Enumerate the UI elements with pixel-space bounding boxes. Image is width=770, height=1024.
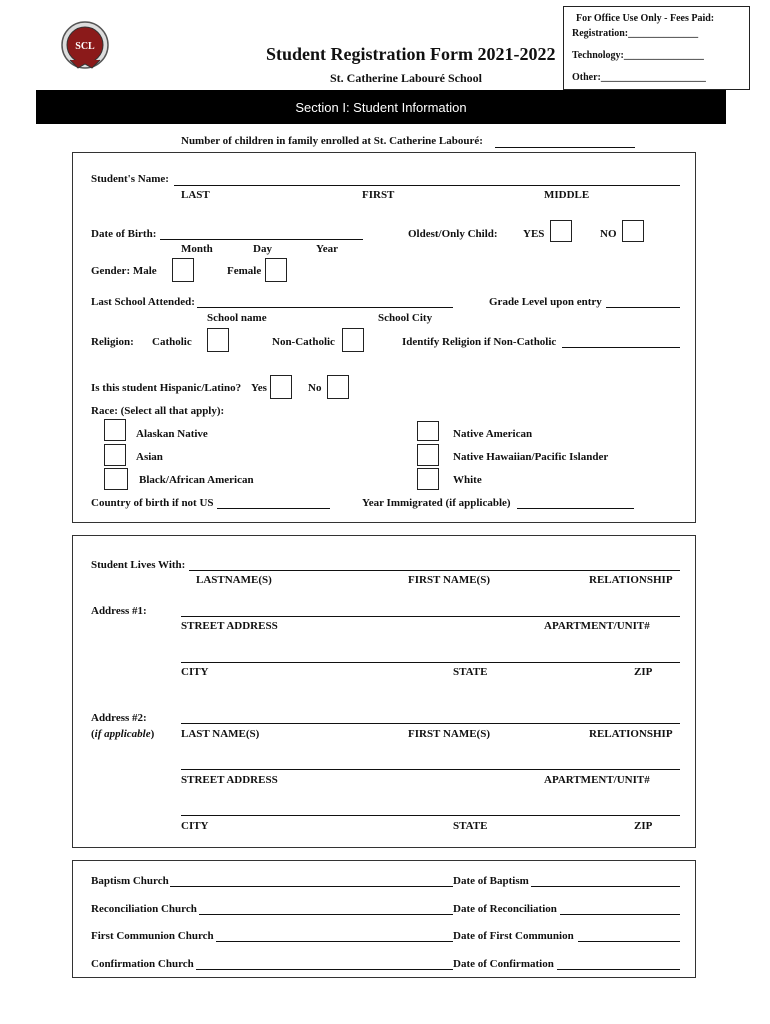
female-label: Female [227,265,262,277]
oldest-no-label: NO [600,228,617,240]
baptism-church-label: Baptism Church [91,875,169,887]
address2-city-field[interactable] [181,815,680,816]
oldest-yes-label: YES [523,228,545,240]
reconciliation-church-label: Reconciliation Church [91,903,197,915]
catholic-checkbox[interactable] [207,328,229,352]
section-title: Section I: Student Information [295,99,467,115]
oldest-no-checkbox[interactable] [622,220,644,242]
female-checkbox[interactable] [265,258,287,282]
confirmation-church-label: Confirmation Church [91,958,194,970]
address1-street-caption: STREET ADDRESS [181,620,278,632]
address2-name-field[interactable] [181,723,680,724]
address1-state-caption: STATE [453,666,488,678]
race-option-asian: Asian [136,451,163,463]
last-caption: LAST [181,189,210,201]
office-other: Other:_____________________ [572,72,706,83]
baptism-date-field[interactable] [531,886,680,887]
last-school-field[interactable] [197,307,453,308]
family-count-label: Number of children in family enrolled at St. Catherine Labouré: [181,135,483,147]
first-caption: FIRST [362,189,395,201]
race-checkbox-pacific-islander[interactable] [417,444,439,466]
student-name-field[interactable] [174,185,680,186]
catholic-label: Catholic [152,336,192,348]
student-name-label: Student's Name: [91,173,169,185]
race-checkbox-alaskan-native[interactable] [104,419,126,441]
address2-state-caption: STATE [453,820,488,832]
page-title: Student Registration Form 2021-2022 [266,44,556,64]
reconciliation-church-field[interactable] [199,914,453,915]
reconciliation-date-label: Date of Reconciliation [453,903,557,915]
address2-relationship-caption: RELATIONSHIP [589,728,673,740]
office-technology: Technology:________________ [572,50,704,61]
address2-apt-caption: APARTMENT/UNIT# [544,774,650,786]
lives-with-label: Student Lives With: [91,559,186,571]
religion-label: Religion: [91,336,134,348]
identify-religion-label: Identify Religion if Non-Catholic [402,336,557,348]
address1-street-field[interactable] [181,616,680,617]
communion-church-label: First Communion Church [91,930,214,942]
address2-city-caption: CITY [181,820,209,832]
section-banner [36,90,726,124]
baptism-church-field[interactable] [170,886,453,887]
gender-label: Gender: Male [91,265,157,277]
hispanic-no-label: No [308,382,322,394]
hispanic-yes-label: Yes [251,382,267,394]
communion-church-field[interactable] [216,941,453,942]
race-label: Race: (Select all that apply): [91,405,225,417]
firstnames-caption: FIRST NAME(S) [408,574,491,586]
school-name-caption: School name [207,312,267,324]
address1-city-field[interactable] [181,662,680,663]
office-registration: Registration:______________ [572,28,699,39]
oldest-yes-checkbox[interactable] [550,220,572,242]
logo-text: SCL [75,41,95,52]
office-use-box [563,6,750,90]
address1-label: Address #1: [91,605,147,617]
month-caption: Month [181,243,213,255]
year-immigrated-field[interactable] [517,508,634,509]
lastnames-caption: LASTNAME(S) [196,574,272,586]
relationship-caption: RELATIONSHIP [589,574,673,586]
hispanic-no-checkbox[interactable] [327,375,349,399]
reconciliation-date-field[interactable] [560,914,680,915]
race-option-pacific-islander: Native Hawaiian/Pacific Islander [453,451,609,463]
confirmation-date-label: Date of Confirmation [453,958,554,970]
race-checkbox-native-american[interactable] [417,421,439,441]
address1-apt-caption: APARTMENT/UNIT# [544,620,650,632]
race-checkbox-asian[interactable] [104,444,126,466]
grade-level-label: Grade Level upon entry [489,296,602,308]
race-option-black: Black/African American [139,474,254,486]
school-city-caption: School City [378,312,433,324]
oldest-child-label: Oldest/Only Child: [408,228,498,240]
identify-religion-field[interactable] [562,347,680,348]
office-title: For Office Use Only - Fees Paid: [576,13,715,24]
dob-label: Date of Birth: [91,228,157,240]
country-of-birth-field[interactable] [217,508,330,509]
hispanic-yes-checkbox[interactable] [270,375,292,399]
school-name: St. Catherine Labouré School [330,71,483,85]
lives-with-field[interactable] [189,570,680,571]
year-immigrated-label: Year Immigrated (if applicable) [362,497,511,509]
address2-firstname-caption: FIRST NAME(S) [408,728,491,740]
address2-street-field[interactable] [181,769,680,770]
address1-city-caption: CITY [181,666,209,678]
address1-zip-caption: ZIP [634,666,653,678]
school-seal-logo [60,20,110,72]
middle-caption: MIDDLE [544,189,590,201]
communion-date-label: Date of First Communion [453,930,574,942]
baptism-date-label: Date of Baptism [453,875,529,887]
hispanic-label: Is this student Hispanic/Latino? [91,382,242,394]
address2-zip-caption: ZIP [634,820,653,832]
year-caption: Year [316,243,338,255]
non-catholic-checkbox[interactable] [342,328,364,352]
confirmation-church-field[interactable] [196,969,453,970]
communion-date-field[interactable] [578,941,680,942]
address2-lastname-caption: LAST NAME(S) [181,728,260,740]
address2-street-caption: STREET ADDRESS [181,774,278,786]
country-of-birth-label: Country of birth if not US [91,497,214,509]
race-option-alaskan-native: Alaskan Native [136,428,208,440]
address2-label: Address #2: [91,712,147,724]
grade-level-field[interactable] [606,307,680,308]
non-catholic-label: Non-Catholic [272,336,335,348]
address2-note: (if applicable) [91,728,155,740]
race-option-white: White [453,474,482,486]
family-count-field[interactable] [495,147,635,148]
race-checkbox-white[interactable] [417,468,439,490]
last-school-label: Last School Attended: [91,296,195,308]
male-checkbox[interactable] [172,258,194,282]
confirmation-date-field[interactable] [557,969,680,970]
race-checkbox-black[interactable] [104,468,128,490]
dob-field[interactable] [160,239,363,240]
day-caption: Day [253,243,272,255]
race-option-native-american: Native American [453,428,533,440]
